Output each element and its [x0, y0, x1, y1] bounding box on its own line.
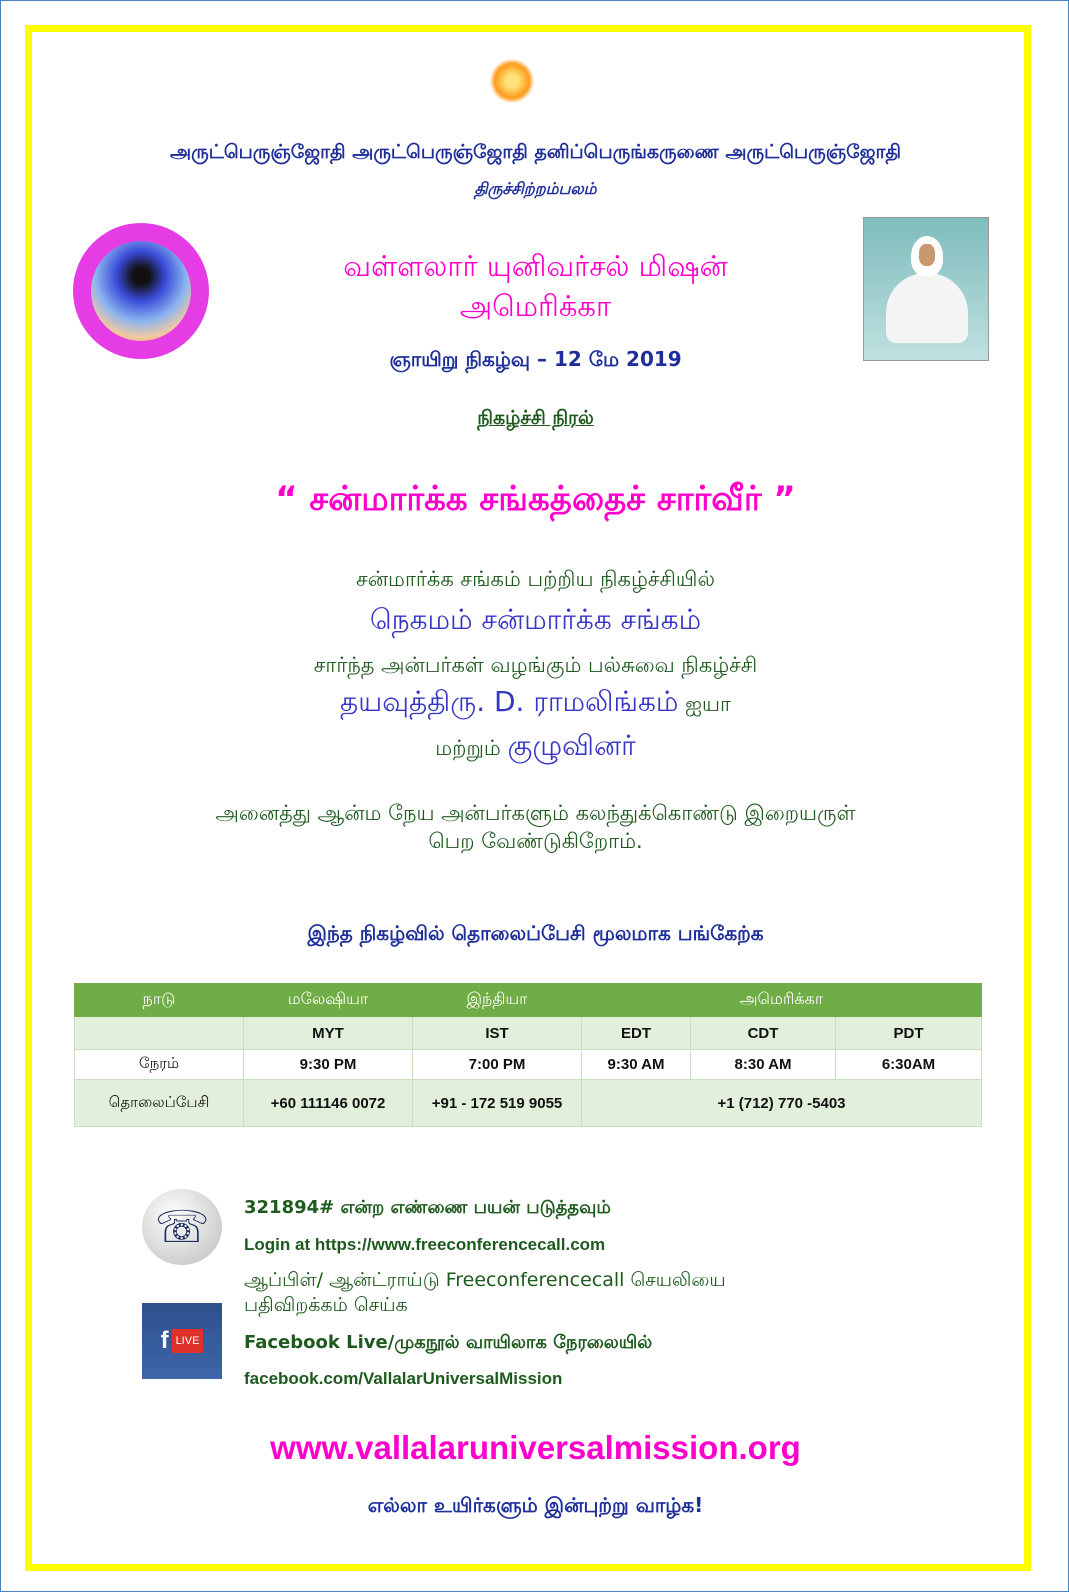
time-cell: 7:00 PM	[413, 1050, 582, 1080]
org-name-line2: அமெரிக்கா	[459, 289, 612, 323]
facebook-live-icon: f LIVE	[142, 1303, 222, 1379]
and-text: மற்றும்	[435, 736, 508, 760]
blessing: எல்லா உயிர்களும் இன்புற்று வாழ்க!	[367, 1493, 704, 1517]
lamp-icon	[490, 59, 534, 103]
table-row	[75, 1080, 982, 1127]
phone-cell: +91 - 172 519 9055	[413, 1080, 582, 1127]
speaker-suffix: ஐயா	[678, 692, 731, 716]
time-cell: 8:30 AM	[691, 1050, 836, 1080]
header-malaysia: மலேஷியா	[244, 984, 413, 1017]
telephone-icon: ☏	[142, 1189, 222, 1265]
zone-cell	[75, 1017, 244, 1050]
speaker-line	[1, 685, 1069, 722]
event-line1: சன்மார்க்க சங்கம் பற்றிய நிகழ்ச்சியில்	[356, 567, 715, 591]
phone-cell: +60 111146 0072	[244, 1080, 413, 1127]
schedule-table	[74, 983, 982, 1127]
time-cell: 6:30AM	[836, 1050, 982, 1080]
header-america: அமெரிக்கா	[582, 984, 982, 1017]
time-label: நேரம்	[75, 1050, 244, 1080]
event-line3: சார்ந்த அன்பர்கள் வழங்கும் பல்சுவை நிகழ்ச்சி	[313, 653, 758, 677]
header-country: நாடு	[75, 984, 244, 1017]
speaker-name: தயவுத்திரு. D. ராமலிங்கம்	[340, 685, 679, 718]
conference-code: 321894# என்ற எண்ணை பயன் படுத்தவும்	[244, 1197, 611, 1218]
invocation: அருட்பெருஞ்ஜோதி அருட்பெருஞ்ஜோதி தனிப்பெருங்கருணை அருட்பெருஞ்ஜோதி	[169, 141, 902, 163]
table-row	[75, 1017, 982, 1050]
facebook-line: Facebook Live/முகநூல் வாயிலாக நேரலையில்	[244, 1332, 653, 1353]
event-line2: நெகமம் சன்மார்க்க சங்கம்	[369, 603, 702, 636]
phone-heading: இந்த நிகழ்வில் தொலைப்பேசி மூலமாக பங்கேற்க	[307, 921, 764, 945]
time-cell: 9:30 PM	[244, 1050, 413, 1080]
event-date: ஞாயிறு நிகழ்வு – 12 மே 2019	[389, 347, 682, 371]
app-line2: பதிவிறக்கம் செய்க	[244, 1294, 408, 1316]
team-line	[1, 729, 1069, 766]
zone-cell: PDT	[836, 1017, 982, 1050]
zone-cell: MYT	[244, 1017, 413, 1050]
zone-cell: CDT	[691, 1017, 836, 1050]
zone-cell: EDT	[582, 1017, 691, 1050]
live-badge: LIVE	[172, 1329, 204, 1353]
facebook-url[interactable]: facebook.com/VallalarUniversalMission	[244, 1369, 563, 1388]
event-title: “ சன்மார்க்க சங்கத்தைச் சார்வீர் ”	[275, 479, 796, 519]
zone-cell: IST	[413, 1017, 582, 1050]
program-label: நிகழ்ச்சி நிரல்	[477, 407, 594, 429]
app-line1: ஆப்பிள்/ ஆன்ட்ராய்டு Freeconferencecall செயலியை	[244, 1269, 726, 1291]
invite-line1: அனைத்து ஆன்ம நேய அன்பர்களும் கலந்துக்கொண்டு இறையருள்	[215, 801, 856, 825]
team-text: குழுவினர்	[507, 729, 636, 762]
tiruchitrambalam: திருச்சிற்றம்பலம்	[474, 179, 597, 198]
phone-label: தொலைப்பேசி	[75, 1080, 244, 1127]
invite-line2: பெற வேண்டுகிறோம்.	[428, 829, 643, 853]
login-link[interactable]: Login at https://www.freeconferencecall.com	[244, 1235, 606, 1254]
table-row	[75, 984, 982, 1017]
time-cell: 9:30 AM	[582, 1050, 691, 1080]
phone-cell: +1 (712) 770 -5403	[582, 1080, 982, 1127]
table-row	[75, 1050, 982, 1080]
header-india: இந்தியா	[413, 984, 582, 1017]
website-link[interactable]: www.vallalaruniversalmission.org	[270, 1429, 801, 1466]
org-name-line1: வள்ளலார் யுனிவர்சல் மிஷன்	[343, 249, 728, 283]
